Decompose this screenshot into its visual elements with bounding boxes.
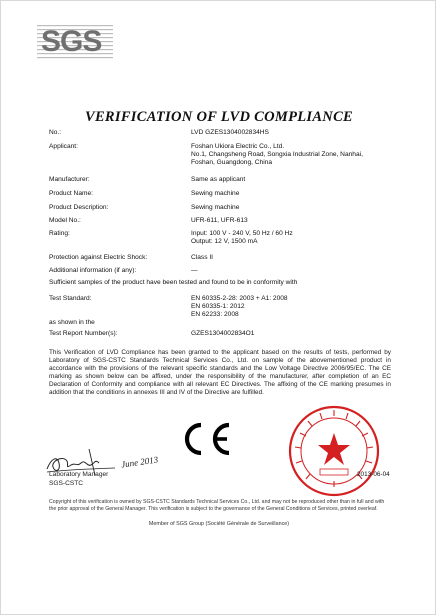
field-value: No.1, Changsheng Road, Songxia Industrial Zone, Nanhai, (191, 151, 363, 158)
field-value: Sewing machine (191, 204, 240, 211)
field-value: EN 60335-2-28: 2003 + A1: 2008 (191, 295, 288, 302)
official-seal-icon (286, 403, 382, 499)
field-label: Manufacturer: (49, 176, 90, 183)
member-line: Member of SGS Group (Société Générale de Surveillance) (148, 521, 290, 527)
field-label: Product Description: (49, 204, 109, 211)
signature-date: June 2013 (120, 454, 159, 470)
shown-in-text: as shown in the (49, 319, 95, 326)
field-label: Test Standard: (49, 295, 92, 302)
field-value: EN 62233: 2008 (191, 311, 239, 318)
signer-role: Laboratory Manager (49, 471, 109, 478)
sgs-logo (37, 19, 113, 65)
field-value: UFR-611, UFR-613 (191, 217, 248, 224)
field-label: Additional information (if any): (49, 267, 137, 274)
conformity-sentence: Sufficient samples of the product have been tested and found to be in conformity with (49, 279, 298, 286)
logo-text: SGS (41, 25, 102, 58)
stamp-date: 2013-06-04 (357, 471, 390, 478)
field-value: Sewing machine (191, 190, 240, 197)
field-label: No.: (49, 129, 62, 136)
compliance-paragraph: This Verification of LVD Compliance has been granted to the applicant based on the results of tests, performed by Laboratory of SGS-CSTC Standards Technical Services Co., Ltd. on sample of the abovementioned product in accordance with the provisions of the relevant specific standards and the Low Voltage Directive 2006/95/EC. The CE marking as shown below can be affixed, under the responsibility of the manufacturer, after completion of an EC Declaration of Conformity and compliance with all relevant EC Directives. The affixing of the CE marking presumes in addition that the conditions in annexes III and IV of the Directive are fulfilled. (49, 349, 391, 397)
field-label: Applicant: (49, 143, 78, 150)
field-value: Foshan, Guangdong, China (191, 159, 273, 166)
field-value: GZES1304002834O1 (191, 330, 255, 337)
copyright-footer: Copyright of this verification is owned by SGS-CSTC Standards Technical Services Co., Ltd. and may not be reproduced other than in full and with the prior approval of the General Manager. This verification is subject to the governance of the General Conditions of Services, printed overleaf. (49, 499, 385, 512)
field-value: Foshan Ukiora Electric Co., Ltd. (191, 143, 285, 150)
field-value: Input: 100 V - 240 V, 50 Hz / 60 Hz (191, 230, 293, 237)
field-label: Protection against Electric Shock: (49, 254, 148, 261)
field-label: Test Report Number(s): (49, 330, 118, 337)
field-value: Same as applicant (191, 176, 246, 183)
field-value: — (191, 267, 198, 274)
field-label: Model No.: (49, 217, 81, 224)
ce-mark-icon (177, 419, 237, 459)
field-value: LVD GZES1304002834HS (191, 129, 269, 136)
field-value: Output: 12 V, 1500 mA (191, 238, 258, 245)
field-label: Product Name: (49, 190, 93, 197)
document-title: VERIFICATION OF LVD COMPLIANCE (84, 109, 354, 125)
field-label: Rating: (49, 230, 70, 237)
field-value: EN 60335-1: 2012 (191, 303, 245, 310)
field-value: Class II (191, 254, 213, 261)
signer-org: SGS-CSTC (49, 480, 84, 487)
